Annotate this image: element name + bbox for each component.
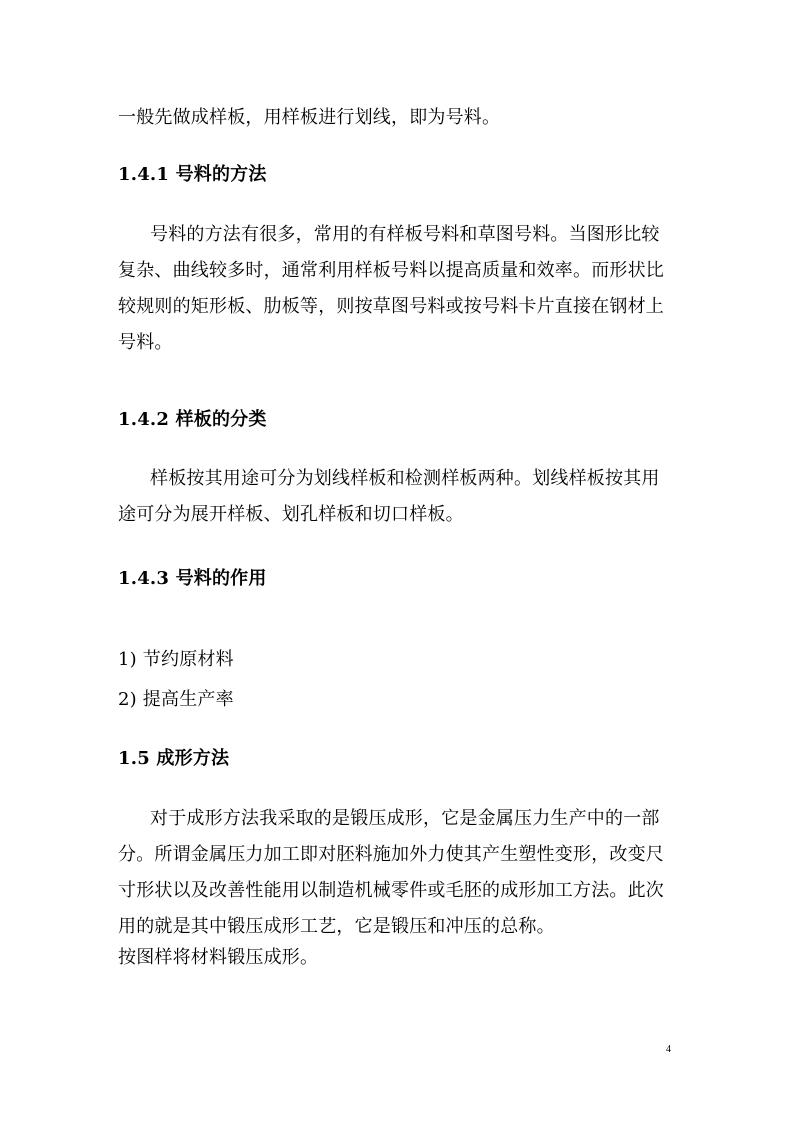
paragraph-line: 号料。 bbox=[118, 332, 173, 353]
paragraph-line: 分。所谓金属压力加工即对胚料施加外力使其产生塑性变形，改变尺 bbox=[118, 844, 664, 865]
paragraph-line: 途可分为展开样板、划孔样板和切口样板。 bbox=[118, 504, 464, 525]
intro-line: 一般先做成样板，用样板进行划线，即为号料。 bbox=[118, 107, 501, 128]
list-item: 1) 节约原材料 bbox=[118, 649, 234, 670]
heading-1-4-1: 1.4.1 号料的方法 bbox=[118, 164, 267, 185]
paragraph-line: 较规则的矩形板、肋板等，则按草图号料或按号料卡片直接在钢材上 bbox=[118, 296, 664, 317]
heading-1-5: 1.5 成形方法 bbox=[118, 748, 230, 769]
paragraph-line: 样板按其用途可分为划线样板和检测样板两种。划线样板按其用 bbox=[150, 468, 660, 489]
paragraph-line: 用的就是其中锻压成形工艺，它是锻压和冲压的总称。 bbox=[118, 916, 555, 937]
paragraph-line: 按图样将材料锻压成形。 bbox=[118, 947, 319, 968]
page-number: 4 bbox=[666, 1044, 671, 1055]
list-item: 2) 提高生产率 bbox=[118, 689, 234, 710]
paragraph-line: 号料的方法有很多，常用的有样板号料和草图号料。当图形比较 bbox=[150, 224, 660, 245]
heading-1-4-2: 1.4.2 样板的分类 bbox=[118, 409, 267, 430]
paragraph-line: 对于成形方法我采取的是锻压成形，它是金属压力生产中的一部 bbox=[150, 808, 660, 829]
paragraph-line: 寸形状以及改善性能用以制造机械零件或毛胚的成形加工方法。此次 bbox=[118, 880, 664, 901]
paragraph-line: 复杂、曲线较多时，通常利用样板号料以提高质量和效率。而形状比 bbox=[118, 260, 664, 281]
heading-1-4-3: 1.4.3 号料的作用 bbox=[118, 568, 267, 589]
